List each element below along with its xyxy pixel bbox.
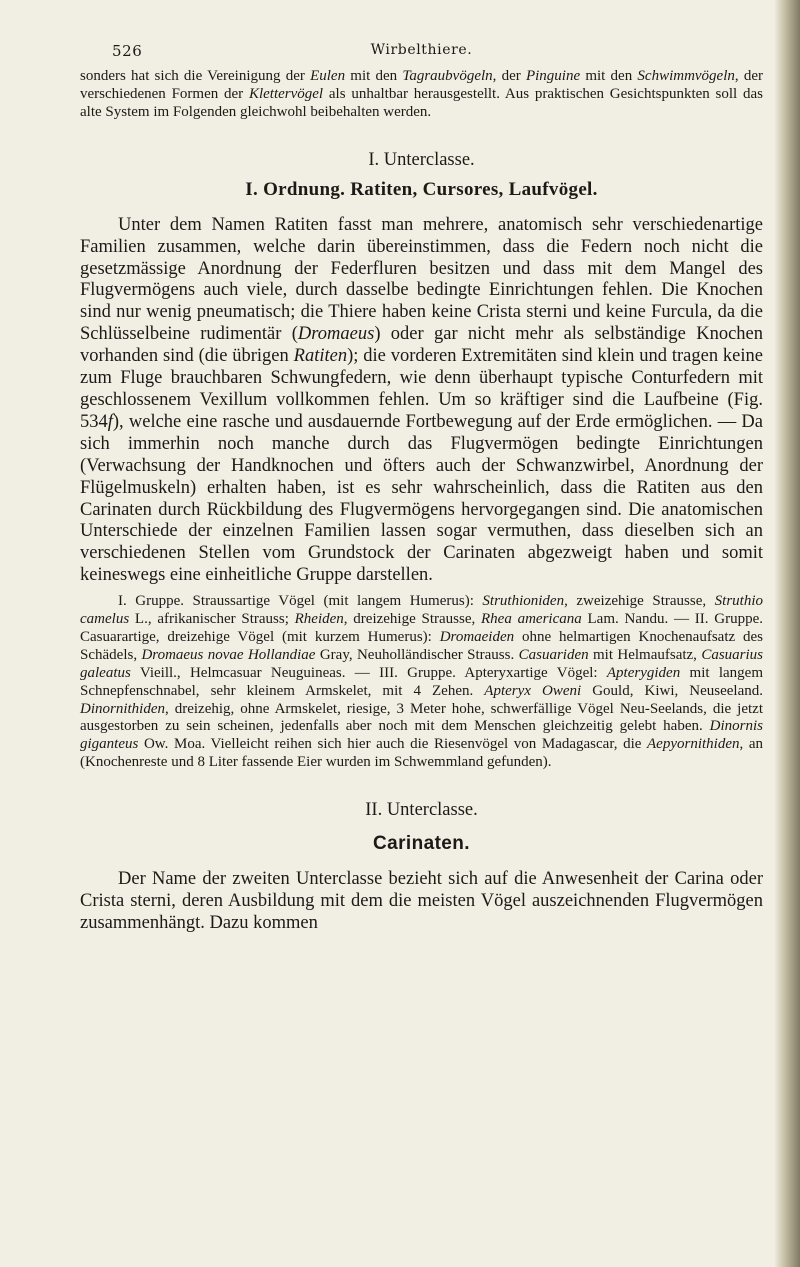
- text-run: sonders hat sich die Vereinigung der: [80, 68, 311, 84]
- running-title: Wirbelthiere.: [370, 42, 473, 58]
- text-run: L., afrikanischer Strauss;: [129, 611, 295, 628]
- text-run: , an (Knochenreste und 8 Liter fassende Eier wurden im Schwemmland gefunden).: [80, 736, 763, 771]
- italic-term: Casuariden: [518, 646, 589, 663]
- text-run: mit Helmaufsatz,: [588, 646, 702, 663]
- italic-term: Dromaeus novae Hollandiae: [141, 646, 316, 663]
- text-run: Unter dem Namen Ratiten fasst man mehrere, anatomisch sehr verschiedenartige Familien zusammen, welche darin übereinstimmen, dass die Federn noch nicht die gesetzmässige Anordnung der Federfluren besitzen und dass mit dem Mangel des Flugvermögens auch viele, durch dasselbe bedingte Einrichtungen fehlen. Die Knochen sind nur wenig pneumatisch; die Thiere haben keine Crista sterni und keine Furcula, da die Schlüsselbeine rudimentär (: [80, 214, 763, 345]
- text-run: Der Name der zweiten Unterclasse bezieht sich auf die Anwesenheit der Carina oder Crista sterni, deren Ausbildung mit dem die meisten Vögel auszeichnenden Flugvermögen zusammenhängt. Dazu kommen: [80, 869, 763, 933]
- subclass-heading-2: II. Unterclasse.: [365, 800, 478, 821]
- italic-term: Schwimmvögeln: [637, 68, 735, 84]
- carinaten-paragraph: [80, 869, 763, 935]
- order-heading: I. Ordnung. Ratiten, Cursores, Laufvögel.: [245, 178, 598, 200]
- italic-term: Aepyornithiden: [647, 736, 740, 753]
- text-run: als unhaltbar herausgestellt. Aus praktischen Gesichtspunkten soll das alte System im Folgenden gleichwohl beibehalten werden.: [80, 85, 763, 120]
- taxon-heading: Carinaten.: [373, 833, 470, 855]
- italic-term: Casuarius galeatus: [80, 646, 763, 681]
- text-run: Gray, Neuholländischer Strauss.: [315, 646, 519, 663]
- page-number: 526: [112, 42, 143, 60]
- italic-term: Klettervögel: [248, 85, 324, 102]
- text-run: ) oder gar nicht mehr als selbständige Knochen vorhanden sind (die übrigen: [80, 324, 763, 367]
- text-run: , der: [492, 68, 526, 84]
- scan-edge-shadow: [774, 0, 800, 1267]
- text-run: Vieill., Helmcasuar Neuguineas. — III. Gruppe. Apteryxartige Vögel:: [130, 664, 607, 681]
- ratiten-paragraph: [80, 215, 763, 587]
- text-run: mit den: [580, 68, 638, 84]
- intro-paragraph: [80, 68, 763, 122]
- text-run: ohne helmartigen Knochenaufsatz des Schädels,: [80, 628, 763, 663]
- italic-term: Dromaeiden: [439, 628, 515, 645]
- book-page: [80, 38, 763, 935]
- italic-term: Eulen: [310, 68, 346, 84]
- text-run: Lam. Nandu. — II. Gruppe. Casuarartige, dreizehige Vögel (mit kurzem Humerus):: [80, 611, 763, 645]
- text-run: mit den: [345, 68, 403, 84]
- italic-term: Apteryx Oweni: [484, 682, 582, 699]
- italic-term: Struthioniden: [482, 593, 565, 610]
- text-run: Ow. Moa. Vielleicht reihen sich hier auch die Riesenvögel von Madagascar, die: [138, 736, 647, 753]
- italic-term: Dinornis giganteus: [80, 718, 763, 753]
- text-run: , zweizehige Strausse,: [564, 593, 715, 610]
- text-run: ), welche eine rasche und ausdauernde Fortbewegung auf der Erde ermöglichen. — Da sich immerhin noch manche durch das Flugvermögen bedingte Einrichtungen (Verwachsung der Handknochen und öfters auch der Schwanzwirbel, Anordnung der Flügelmuskeln) erhalten haben, ist es sehr wahrscheinlich, dass die Ratiten aus den Carinaten durch Rückbildung des Flugvermögens hervorgegangen sind. Die anatomischen Unterschiede der einzelnen Familien lassen sogar vermuthen, dass dieselben sich an verschiedenen Stellen vom Grundstock der Carinaten abgezweigt haben und somit keineswegs eine einheitliche Gruppe darstellen.: [80, 411, 763, 586]
- italic-term: Apterygiden: [606, 664, 681, 681]
- running-header: [80, 38, 763, 68]
- italic-term: Struthio camelus: [80, 593, 764, 628]
- italic-term: Ratiten: [293, 346, 348, 367]
- text-run: Gould, Kiwi, Neuseeland.: [581, 682, 764, 699]
- italic-term: Dromaeus: [297, 324, 375, 345]
- italic-term: Dinornithiden: [80, 700, 165, 717]
- italic-term: Rhea americana: [481, 611, 582, 628]
- italic-term: Pinguine: [525, 68, 581, 84]
- italic-term: f: [107, 411, 113, 432]
- groups-paragraph: [80, 593, 763, 772]
- text-run: , dreizehige Strausse,: [343, 611, 482, 628]
- subclass-heading: I. Unterclasse.: [368, 149, 475, 170]
- text-run: I. Gruppe. Straussartige Vögel (mit langem Humerus):: [118, 593, 483, 610]
- italic-term: Rheiden: [294, 611, 344, 628]
- text-run: , der verschiedenen Formen der: [80, 68, 763, 102]
- text-run: ); die vorderen Extremitäten sind klein und tragen keine zum Fluge brauchbaren Schwungfedern, wie denn überhaupt typische Conturfedern mit geschlossenem Vexillum vollkommen fehlen. Um so kräftiger sind die Laufbeine (Fig. 534: [80, 346, 763, 432]
- text-run: mit langem Schnepfenschnabel, sehr kleinem Armskelet, mit 4 Zehen.: [80, 664, 763, 699]
- italic-term: Tagraubvögeln: [402, 68, 493, 84]
- text-run: , dreizehig, ohne Armskelet, riesige, 3 Meter hohe, schwerfällige Vögel Neu-Seelands, die jetzt ausgestorben zu sein scheinen, jedenfalls aber noch mit dem Menschen gleichzeitig gelebt haben.: [80, 700, 763, 735]
